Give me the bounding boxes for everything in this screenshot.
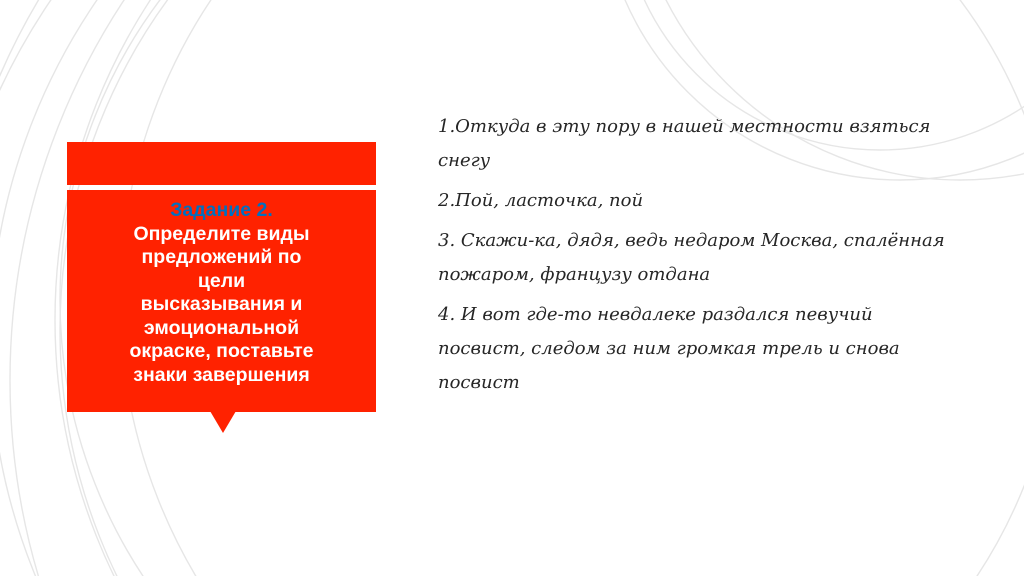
header-accent-bar — [67, 142, 376, 185]
task-line: эмоциональной — [143, 316, 300, 339]
task-line: окраске, поставьте — [129, 340, 314, 362]
task-box-pointer — [210, 411, 236, 433]
task-line: знаки завершения — [133, 363, 310, 386]
task-line: Определите виды — [133, 222, 310, 245]
sentence-item-1: 1.Откуда в эту пору в нашей местности взяться снегу — [438, 116, 931, 171]
sentence-item-4: 4. И вот где-то невдалеке раздался певучий посвист, следом за ним громкая трель и снова посвист — [438, 304, 900, 393]
task-line: цели — [197, 269, 246, 292]
task-heading: Задание 2. — [170, 199, 273, 221]
task-text — [67, 199, 376, 387]
sentence-item-2: 2.Пой, ласточка, пой — [438, 190, 644, 211]
sentence-list — [438, 110, 958, 406]
sentence-item-3: 3. Скажи-ка, дядя, ведь недаром Москва, спалённая пожаром, французу отдана — [438, 230, 945, 285]
task-line: предложений по — [141, 246, 302, 268]
task-line: высказывания и — [140, 293, 303, 315]
